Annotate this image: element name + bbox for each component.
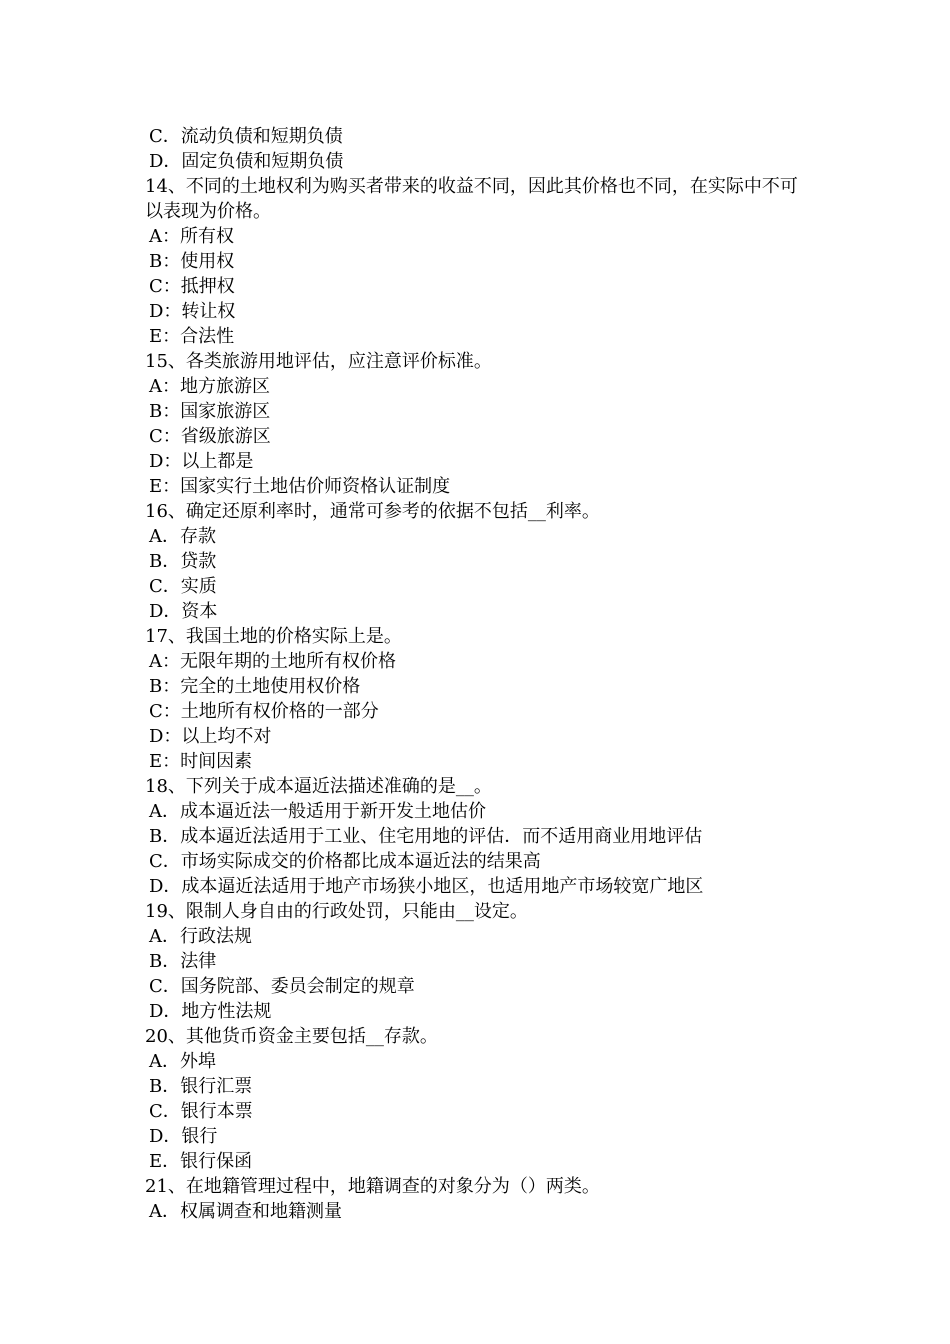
answer-option: B：国家旅游区 xyxy=(149,401,271,422)
answer-option: B．成本逼近法适用于工业、住宅用地的评估．而不适用商业用地评估 xyxy=(149,826,703,847)
answer-option: A．权属调查和地籍测量 xyxy=(149,1201,342,1222)
answer-option: D：转让权 xyxy=(149,301,236,322)
answer-option: C．银行本票 xyxy=(149,1101,253,1122)
answer-option: A：地方旅游区 xyxy=(149,376,270,397)
question-stem: 14、不同的土地权利为购买者带来的收益不同，因此其价格也不同，在实际中不可以表现为价格。 xyxy=(145,176,798,222)
question-stem: 17、我国土地的价格实际上是。 xyxy=(145,626,402,647)
answer-option: D：以上都是 xyxy=(149,451,254,472)
question-stem: 18、下列关于成本逼近法描述准确的是__。 xyxy=(145,776,492,797)
answer-option: C．流动负债和短期负债 xyxy=(149,126,343,147)
answer-option: C：省级旅游区 xyxy=(149,426,271,447)
question-stem: 21、在地籍管理过程中，地籍调查的对象分为（）两类。 xyxy=(145,1176,600,1197)
question-stem: 16、确定还原利率时，通常可参考的依据不包括__利率。 xyxy=(145,501,600,522)
question-stem: 19、限制人身自由的行政处罚，只能由__设定。 xyxy=(145,901,528,922)
answer-option: B：完全的土地使用权价格 xyxy=(149,676,361,697)
answer-option: E：国家实行土地估价师资格认证制度 xyxy=(149,476,451,497)
answer-option: E：时间因素 xyxy=(149,751,253,772)
answer-option: B．贷款 xyxy=(149,551,217,572)
answer-option: B．银行汇票 xyxy=(149,1076,253,1097)
answer-option: D．固定负债和短期负债 xyxy=(149,151,344,172)
question-stem: 20、其他货币资金主要包括__存款。 xyxy=(145,1026,438,1047)
answer-option: A．成本逼近法一般适用于新开发土地估价 xyxy=(149,801,486,822)
answer-option: B：使用权 xyxy=(149,251,235,272)
answer-option: C．市场实际成交的价格都比成本逼近法的结果高 xyxy=(149,851,541,872)
answer-option: E：合法性 xyxy=(149,326,235,347)
answer-option: B．法律 xyxy=(149,951,217,972)
answer-option: C：土地所有权价格的一部分 xyxy=(149,701,379,722)
answer-option: D．成本逼近法适用于地产市场狭小地区，也适用地产市场较宽广地区 xyxy=(149,876,704,897)
answer-option: A：所有权 xyxy=(149,226,234,247)
question-stem: 15、各类旅游用地评估，应注意评价标准。 xyxy=(145,351,492,372)
answer-option: C．实质 xyxy=(149,576,217,597)
answer-option: A：无限年期的土地所有权价格 xyxy=(149,651,396,672)
answer-option: A．行政法规 xyxy=(149,926,252,947)
answer-option: C：抵押权 xyxy=(149,276,235,297)
answer-option: E．银行保函 xyxy=(149,1151,253,1172)
document-body xyxy=(145,124,810,1224)
answer-option: D：以上均不对 xyxy=(149,726,272,747)
answer-option: D．银行 xyxy=(149,1126,218,1147)
answer-option: A．外埠 xyxy=(149,1051,216,1072)
answer-option: D．地方性法规 xyxy=(149,1001,272,1022)
answer-option: C．国务院部、委员会制定的规章 xyxy=(149,976,415,997)
answer-option: A．存款 xyxy=(149,526,216,547)
answer-option: D．资本 xyxy=(149,601,218,622)
